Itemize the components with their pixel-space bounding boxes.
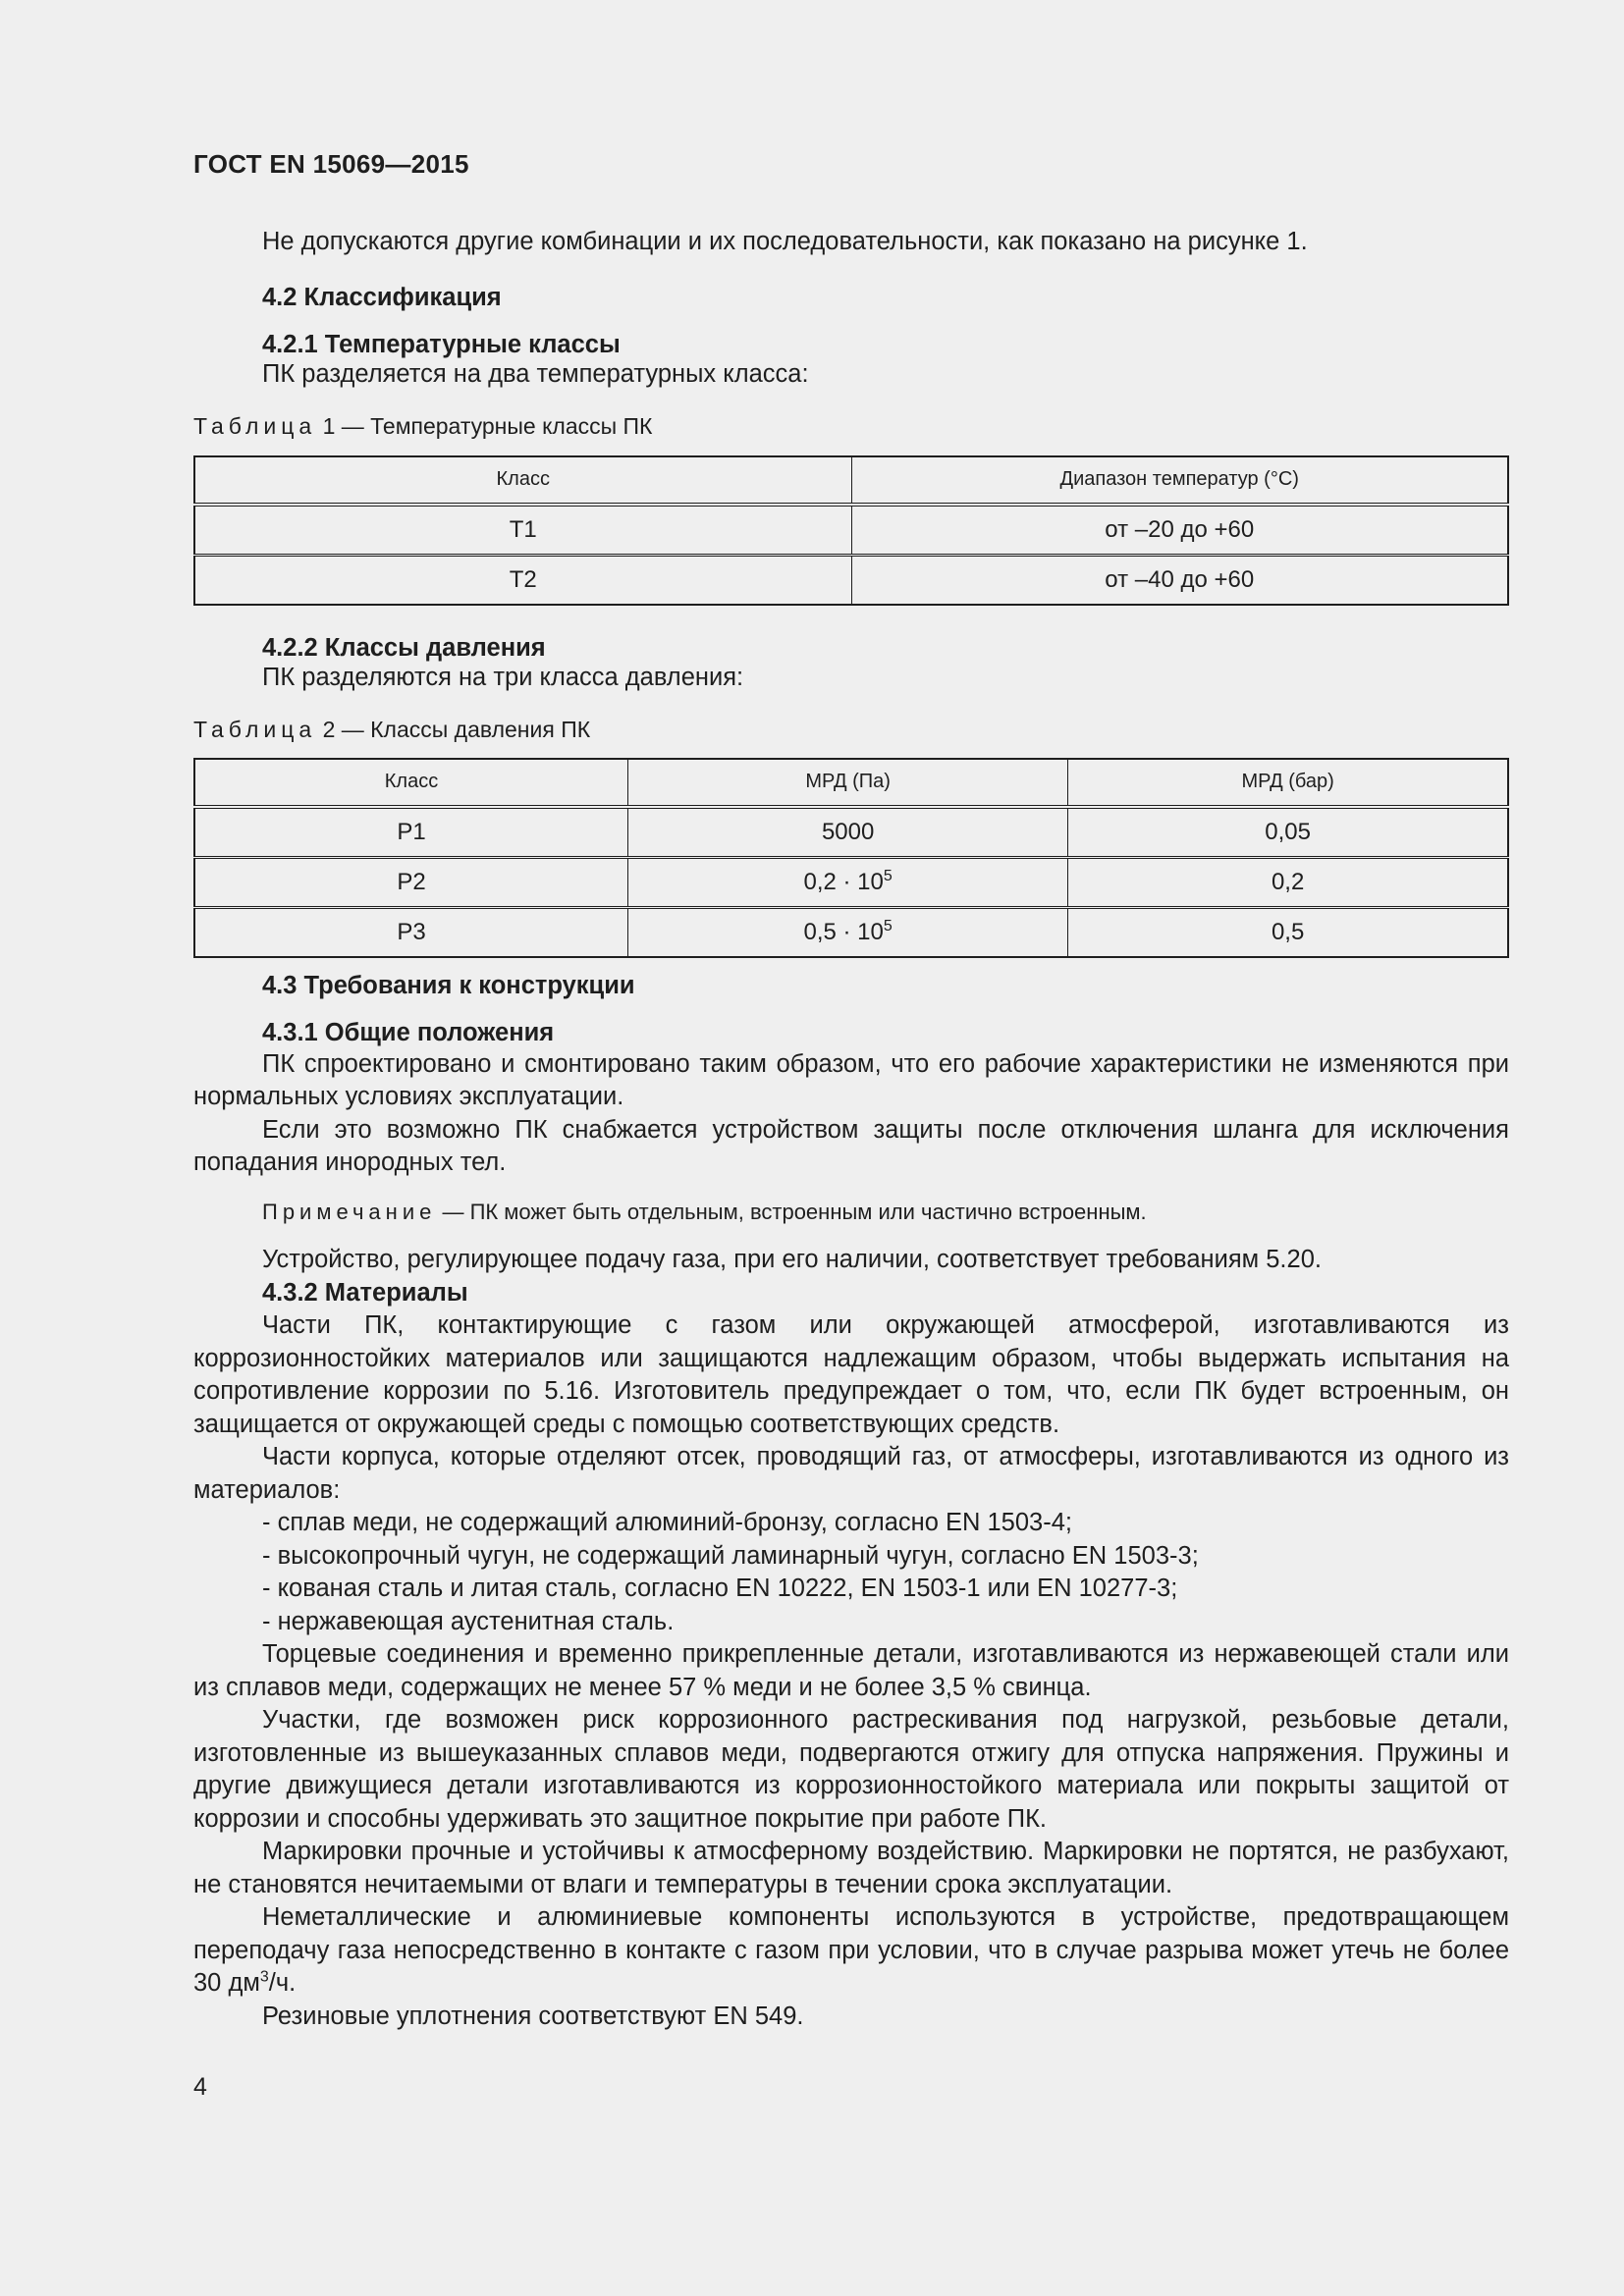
- note-label: Примечание: [262, 1199, 437, 1224]
- section-4-3-2-title: 4.3.2 Материалы: [262, 1278, 468, 1307]
- section-4-2-2-text: ПК разделяются на три класса давления:: [262, 663, 744, 691]
- table1-header-class: Класс: [194, 456, 851, 505]
- section-4-3-2-p6: [193, 1901, 1509, 2001]
- table2-cell: P1: [194, 807, 628, 858]
- table1-caption-prefix: Таблица: [193, 413, 317, 439]
- section-4-2-title: 4.2 Классификация: [262, 283, 502, 311]
- table-pressure-classes: [193, 758, 1509, 958]
- list-item: - кованая сталь и литая сталь, согласно EN 10222, EN 1503-1 или EN 10277-3;: [262, 1575, 1178, 1602]
- table1-caption-rest: 1 — Температурные классы ПК: [316, 413, 653, 439]
- document-header: ГОСТ EN 15069—2015: [193, 149, 469, 179]
- table1-cell: T1: [194, 505, 851, 556]
- note: [193, 1196, 1509, 1229]
- table2-cell: [628, 858, 1068, 908]
- table2-caption-prefix: Таблица: [193, 716, 317, 742]
- table2-cell: 0,5: [1068, 908, 1508, 958]
- section-4-3-2-p1: Части ПК, контактирующие с газом или окружающей атмосферой, изготавливаются из коррозионностойких материалов или защищаются надлежащим образом, чтобы выдержать испытания на сопротивление коррозии по 5.16. Изготовитель предупреждает о том, что, если ПК будет встроенным, он защищается от окружающей среды с помощью соответствующих средств.: [193, 1311, 1509, 1438]
- table1-cell: от –40 до +60: [851, 555, 1508, 605]
- table2-pa-exponent: 5: [883, 918, 893, 935]
- table1-cell: T2: [194, 555, 851, 605]
- table-row: [194, 505, 1508, 556]
- table2-cell: P2: [194, 858, 628, 908]
- section-4-3-1-p3: Устройство, регулирующее подачу газа, при его наличии, соответствует требованиям 5.20.: [262, 1246, 1322, 1273]
- p6-exponent: 3: [259, 1968, 269, 1986]
- table2-pa-value: 5000: [821, 819, 875, 846]
- table2-caption: [193, 714, 1509, 747]
- table-row: [194, 908, 1508, 958]
- table1-cell: от –20 до +60: [851, 505, 1508, 556]
- table2-pa-value: 0,5 · 10: [803, 919, 884, 946]
- list-item: - нержавеющая аустенитная сталь.: [262, 1607, 675, 1635]
- intro-paragraph: Не допускаются другие комбинации и их последовательности, как показано на рисунке 1.: [262, 228, 1308, 255]
- document-body: [193, 226, 1509, 2033]
- table2-cell: [628, 908, 1068, 958]
- table2-header-pa: МРД (Па): [628, 759, 1068, 807]
- list-item: - сплав меди, не содержащий алюминий-бронзу, согласно EN 1503-4;: [262, 1509, 1072, 1536]
- section-4-2-1-title: 4.2.1 Температурные классы: [262, 331, 621, 358]
- table2-header-bar: МРД (бар): [1068, 759, 1508, 807]
- table2-cell: P3: [194, 908, 628, 958]
- p6-tail: /ч.: [268, 1969, 297, 1997]
- section-4-3-2-p4: Участки, где возможен риск коррозионного растрескивания под нагрузкой, резьбовые детали, изготовленные из вышеуказанных сплавов меди, подвергаются отжигу для отпуска напряжения. Пружины и другие движущиеся детали изготавливаются из коррозионностойкого материала или покрыты защитой от коррозии и способны удерживать это защитное покрытие при работе ПК.: [193, 1706, 1509, 1833]
- table-temperature-classes: [193, 455, 1509, 606]
- note-text: — ПК может быть отдельным, встроенным или частично встроенным.: [436, 1199, 1147, 1224]
- section-4-3-2-p5: Маркировки прочные и устойчивы к атмосферному воздействию. Маркировки не портятся, не разбухают, не становятся нечитаемыми от влаги и температуры в течении срока эксплуатации.: [193, 1838, 1509, 1898]
- table1-header-range: Диапазон температур (°C): [851, 456, 1508, 505]
- page-number: 4: [193, 2073, 207, 2101]
- section-4-3-2-p3: Торцевые соединения и временно прикрепленные детали, изготавливаются из нержавеющей стали или из сплавов меди, содержащих не менее 57 % меди и не более 3,5 % свинца.: [193, 1640, 1509, 1701]
- section-4-3-1-p1: ПК спроектировано и смонтировано таким образом, что его рабочие характеристики не изменяются при нормальных условиях эксплуатации.: [193, 1049, 1509, 1110]
- section-4-3-2-p2: Части корпуса, которые отделяют отсек, проводящий газ, от атмосферы, изготавливаются из одного из материалов:: [193, 1443, 1509, 1504]
- list-item: - высокопрочный чугун, не содержащий ламинарный чугун, согласно EN 1503-3;: [262, 1541, 1199, 1570]
- table-row: [194, 807, 1508, 858]
- section-4-3-1-p2: Если это возможно ПК снабжается устройством защиты после отключения шланга для исключения попадания инородных тел.: [193, 1115, 1509, 1176]
- section-4-2-1-text: ПК разделяется на два температурных класса:: [262, 360, 809, 388]
- table-row: [194, 858, 1508, 908]
- p6-main: Неметаллические и алюминиевые компоненты используются в устройстве, предотвращающем переподачу газа непосредственно в контакте с газом при условии, что в случае разрыва может утечь не более 30 дм: [193, 1903, 1509, 1997]
- table2-header-class: Класс: [194, 759, 628, 807]
- table2-pa-exponent: 5: [883, 868, 893, 885]
- table2-cell: 0,2: [1068, 858, 1508, 908]
- table-row: [194, 555, 1508, 605]
- table2-cell: [628, 807, 1068, 858]
- section-4-3-title: 4.3 Требования к конструкции: [262, 972, 635, 999]
- section-4-2-2-title: 4.2.2 Классы давления: [262, 633, 546, 662]
- table2-pa-value: 0,2 · 10: [803, 869, 884, 896]
- table1-caption: [0, 410, 1509, 444]
- table2-caption-rest: 2 — Классы давления ПК: [316, 716, 591, 742]
- section-4-3-2-p7: Резиновые уплотнения соответствуют EN 549.: [262, 2002, 804, 2030]
- table2-cell: 0,05: [1068, 807, 1508, 858]
- section-4-3-1-title: 4.3.1 Общие положения: [262, 1018, 555, 1046]
